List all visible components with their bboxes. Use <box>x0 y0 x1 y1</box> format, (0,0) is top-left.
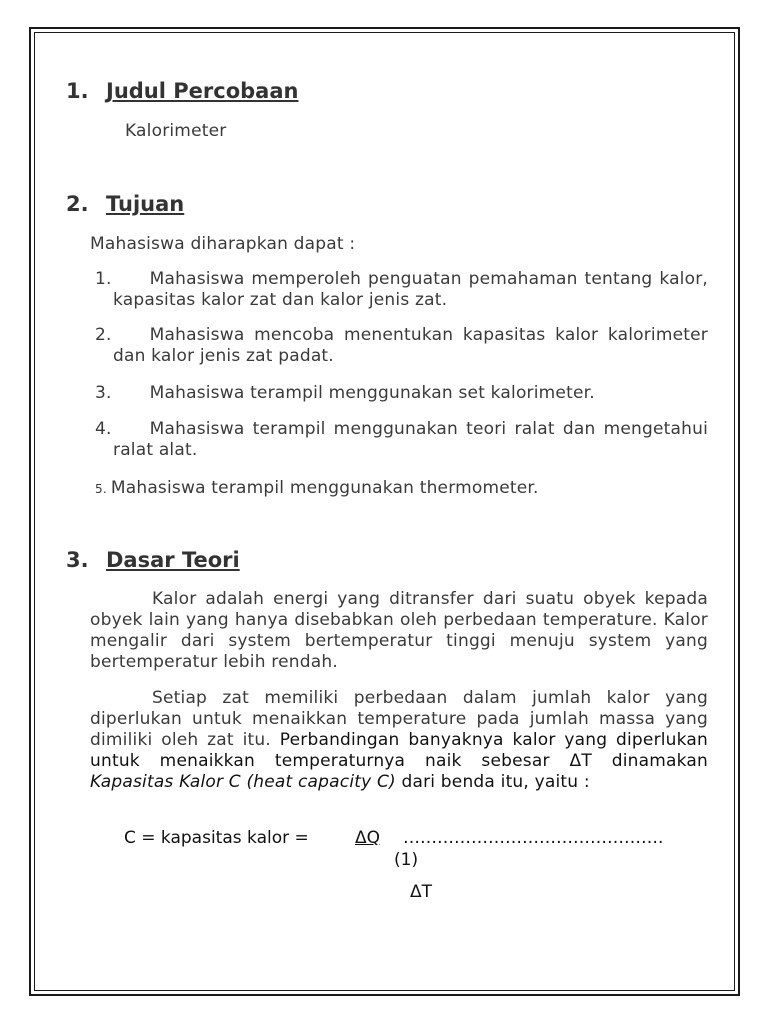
section-heading-2 <box>66 192 184 216</box>
list-item <box>95 383 708 404</box>
list-item-number: 5. <box>95 482 107 496</box>
section-number: 1. <box>66 79 89 103</box>
list-item-number: 4. <box>95 419 112 439</box>
formula-dots: ………………………………………. <box>403 828 664 848</box>
tujuan-intro: Mahasiswa diharapkan dapat : <box>90 234 356 254</box>
list-item-number: 3. <box>95 383 112 403</box>
list-item-text: Mahasiswa mencoba menentukan kapasitas kalor kalorimeter dan kalor jenis zat padat. <box>113 325 708 366</box>
judul-content: Kalorimeter <box>125 121 227 141</box>
list-item <box>95 269 708 311</box>
paragraph-1: Kalor adalah energi yang ditransfer dari suatu obyek kepada obyek lain yang hanya disebabkan oleh perbedaan temperature. Kalor mengalir dari system bertemperatur tinggi menuju system yang bertemperatur lebih rendah. <box>90 589 708 672</box>
section-heading-1 <box>66 79 298 103</box>
formula-numerator: ΔQ <box>355 828 381 848</box>
section-title: Tujuan <box>106 192 185 216</box>
list-item-text: Mahasiswa memperoleh penguatan pemahaman tentang kalor, kapasitas kalor zat dan kalor jenis zat. <box>113 269 708 310</box>
section-title: Dasar Teori <box>106 548 240 572</box>
list-item-text: Mahasiswa terampil menggunakan teori ralat dan mengetahui ralat alat. <box>113 419 708 460</box>
formula-lhs: C = kapasitas kalor = <box>124 828 309 848</box>
section-title: Judul Percobaan <box>106 79 299 103</box>
paragraph-2-italic: Kapasitas Kalor C (heat capacity C) <box>90 772 396 792</box>
paragraph-2-part-a: Setiap zat memiliki perbedaan dalam jumlah kalor yang diperlukan untuk menaikkan temperature pada jumlah massa yang dimiliki oleh zat itu. <box>90 688 708 750</box>
equation-number: (1) <box>394 850 419 870</box>
list-item-text: Mahasiswa terampil menggunakan thermometer. <box>110 478 539 498</box>
list-item <box>95 419 708 461</box>
section-number: 3. <box>66 548 89 572</box>
list-item <box>95 325 708 367</box>
list-item-number: 2. <box>95 325 112 345</box>
formula-denominator: ΔT <box>410 882 433 902</box>
section-number: 2. <box>66 192 89 216</box>
paragraph-2-part-b: Perbandingan banyaknya kalor yang diperlukan untuk menaikkan temperaturnya naik sebesar ΔT dinamakan <box>90 730 708 771</box>
list-item-number: 1. <box>95 269 112 289</box>
list-item <box>95 478 539 498</box>
paragraph-2 <box>90 688 708 793</box>
list-item-text: Mahasiswa terampil menggunakan set kalorimeter. <box>149 383 595 403</box>
paragraph-2-part-c: dari benda itu, yaitu : <box>401 772 590 792</box>
section-heading-3 <box>66 548 240 572</box>
